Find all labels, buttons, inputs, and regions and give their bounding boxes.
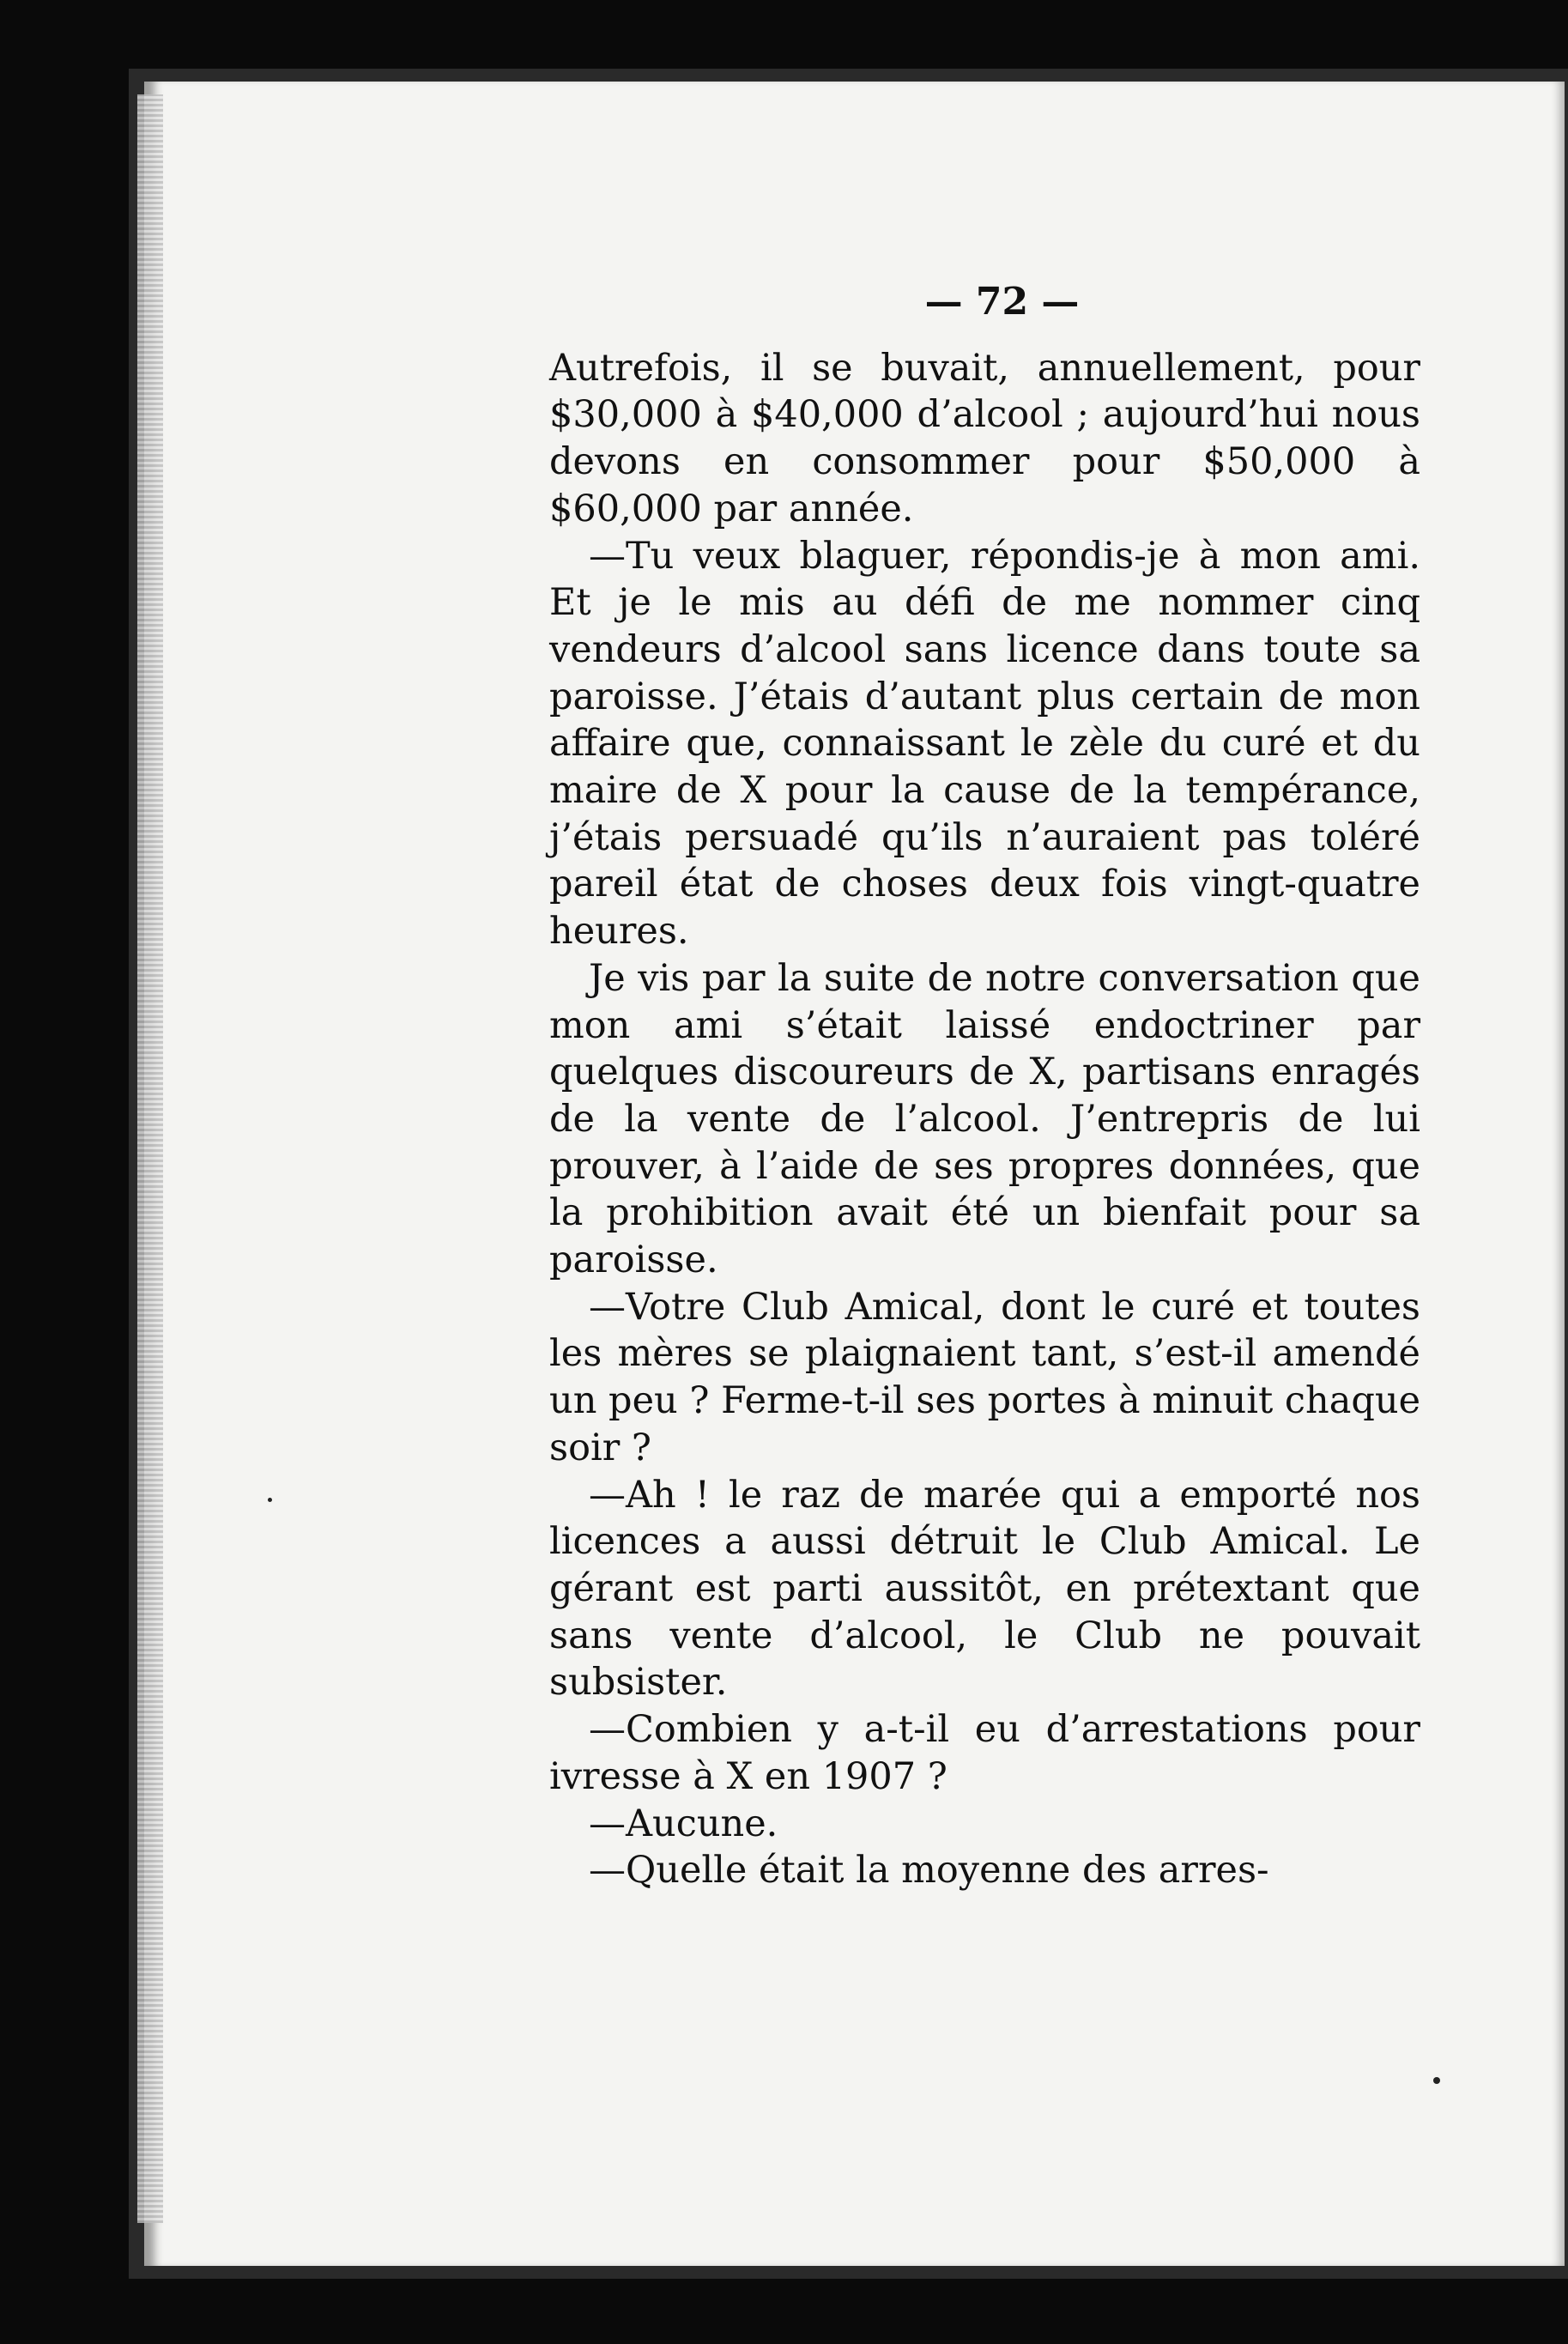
paragraph: —Aucune. xyxy=(589,1802,778,1845)
paragraph: —Votre Club Amical, dont le curé et toutes les mères se plaignaient tant, s’est-il amendé un peu ? Ferme-t-il ses portes à minuit chaque soir ? xyxy=(549,1285,1421,1469)
page-content xyxy=(549,279,1420,1894)
paragraph: —Combien y a-t-il eu d’arrestations pour ivresse à X en 1907 ? xyxy=(549,1708,1420,1798)
scan-speck xyxy=(1433,2077,1440,2084)
paragraph: Je vis par la suite de notre conversation que mon ami s’était laissé endoctriner par quelques discoureurs de X, partisans enragés de la vente de l’alcool. J’entrepris de lui prouver, à l’aide de ses propres données, que la prohibition avait été un bienfait pour sa paroisse. xyxy=(549,956,1420,1282)
paragraph: Autrefois, il se buvait, annuellement, pour $30,000 à $40,000 d’alcool ; aujourd’hui nous devons en consommer pour $50,000 à $60,000 par année. xyxy=(549,346,1420,530)
paragraph: —Tu veux blaguer, répondis-je à mon ami. Et je le mis au défi de me nommer cinq vendeurs d’alcool sans licence dans toute sa paroisse. J’étais d’autant plus certain de mon affaire que, connaissant le zèle du curé et du maire de X pour la cause de la tempérance, j’étais persuadé qu’ils n’auraient pas toléré pareil état de choses deux fois vingt-quatre heures. xyxy=(549,534,1420,954)
page-number: — 72 — xyxy=(924,280,1080,324)
paragraph: —Quelle était la moyenne des arres- xyxy=(589,1849,1269,1893)
paragraph: —Ah ! le raz de marée qui a emporté nos licences a aussi détruit le Club Amical. Le gérant est parti aussitôt, en prétextant que sans vente d’alcool, le Club ne pouvait subsister. xyxy=(549,1473,1420,1705)
page-gutter xyxy=(137,94,163,2223)
scan-speck xyxy=(268,1498,272,1502)
